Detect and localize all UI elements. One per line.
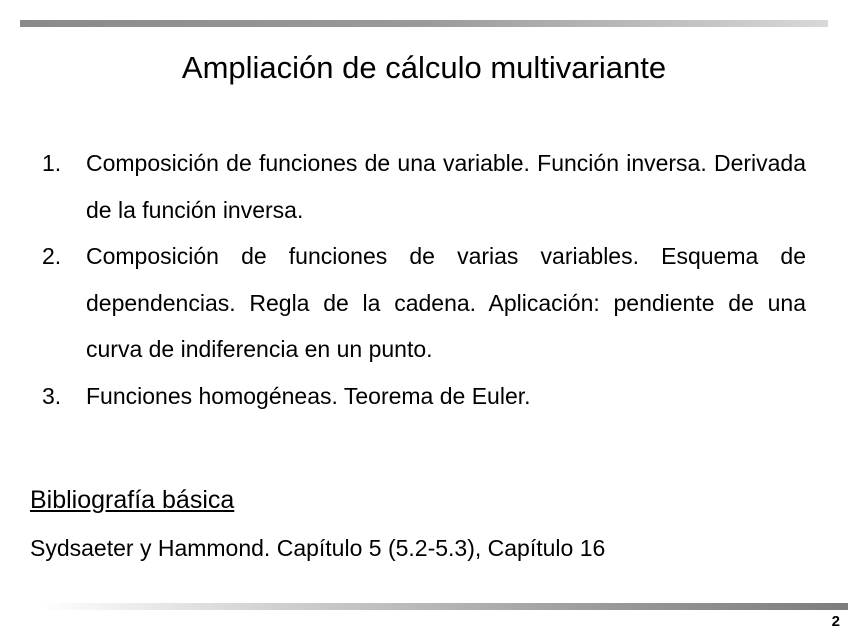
topic-number: 2.	[42, 243, 62, 269]
topic-item	[30, 373, 806, 420]
slide-title: Ampliación de cálculo multivariante	[181, 50, 667, 85]
bibliography-reference: Sydsaeter y Hammond. Capítulo 5 (5.2-5.3), Capítulo 16	[30, 535, 606, 561]
bottom-divider-bar	[40, 603, 848, 610]
topic-number: 3.	[42, 382, 62, 409]
topic-text: Composición de funciones de varias variables. Esquema de dependencias. Regla de la cadena. Aplicación: pendiente de una curva de indiferencia en un punto.	[86, 243, 806, 362]
topic-text: Composición de funciones de una variable. Función inversa. Derivada de la función inversa.	[86, 150, 806, 223]
topic-item	[30, 140, 806, 233]
topic-number: 1.	[42, 150, 62, 176]
top-divider-bar	[20, 20, 828, 27]
topic-text: Funciones homogéneas. Teorema de Euler.	[86, 382, 531, 409]
page-number: 2	[831, 613, 840, 630]
topic-list	[30, 140, 806, 419]
topic-item	[30, 233, 806, 373]
bibliography-heading: Bibliografía básica	[30, 486, 235, 514]
